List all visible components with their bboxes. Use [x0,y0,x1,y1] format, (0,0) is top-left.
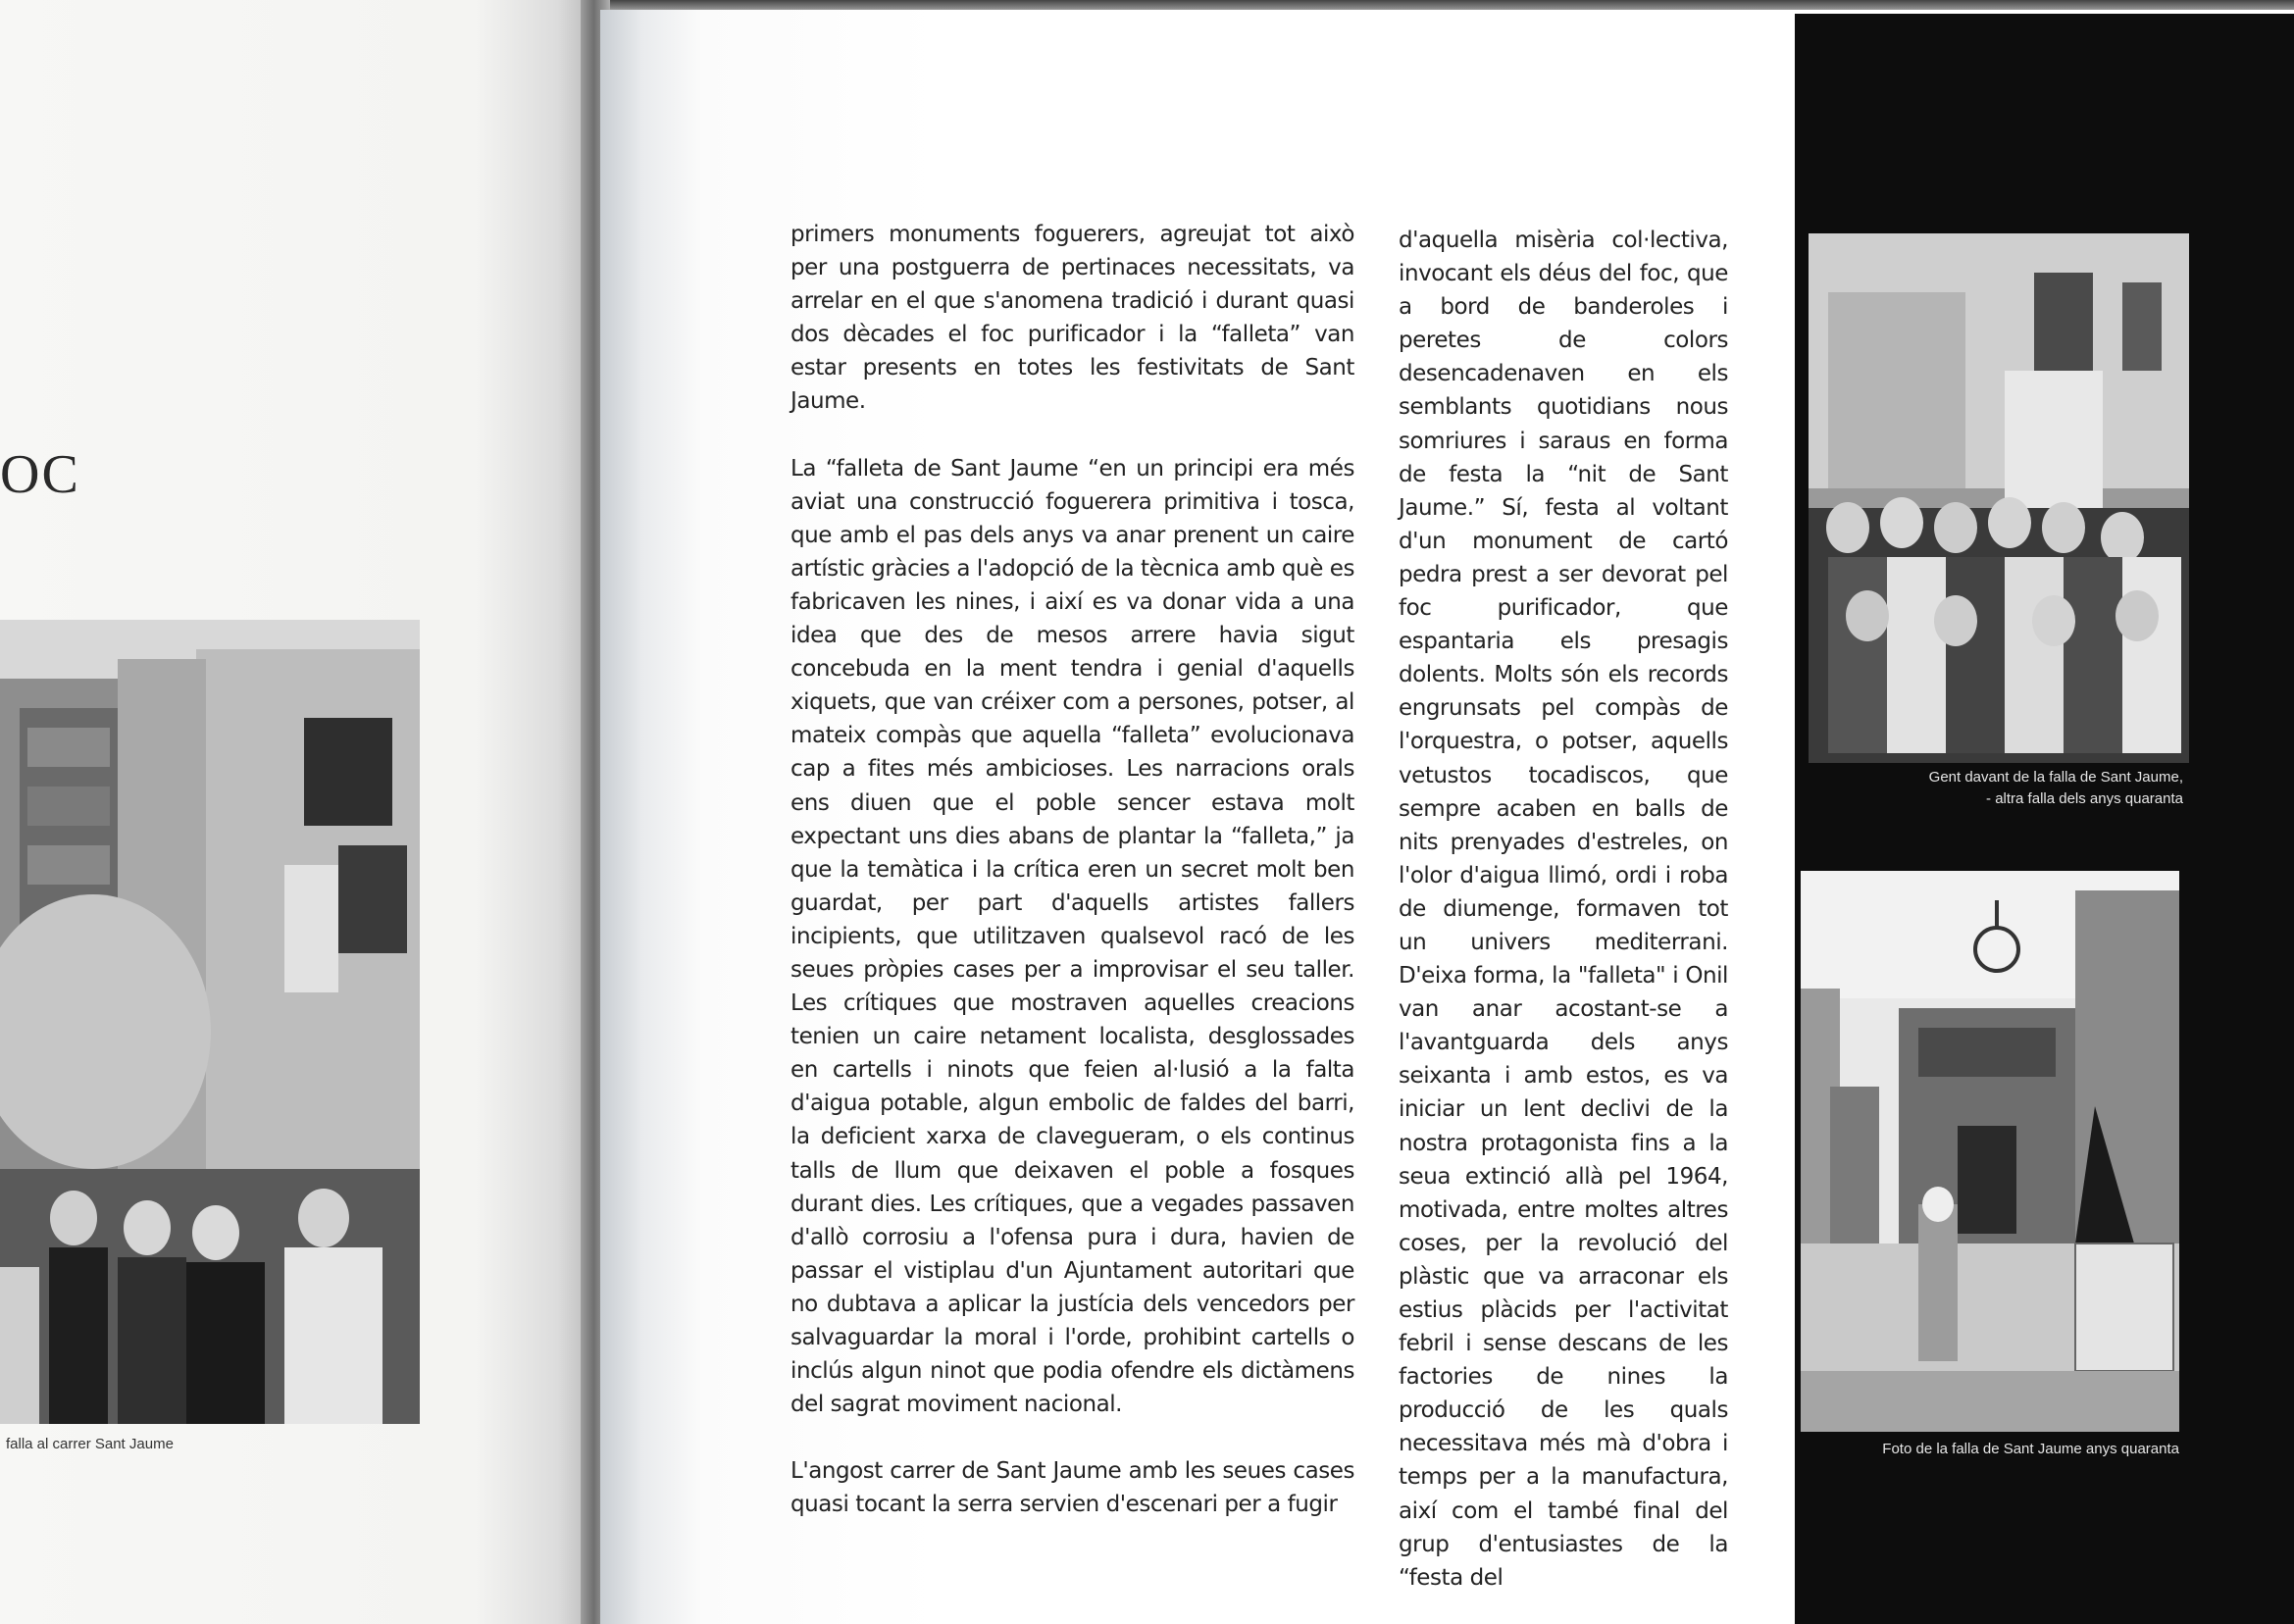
group-photo-top-graphic [1809,233,2189,763]
falla-street-photo [0,620,420,1424]
falla-monument-photo-bottom [1801,871,2179,1432]
paragraph: d'aquella misèria col·lectiva, invocant els déus del foc, que a bord de banderoles i peretes de colors desencadenaven en els semblants quotidians nous somriures i saraus en forma de festa la “nit de Sant Jaume.” Sí, festa al voltant d'un monument de cartó pedra prest a ser devorat pel foc purificador, que espantaria els presagis dolents. Molts són els records engrunsats pel compàs de l'orquestra, o potser, aquells vetustos tocadiscos, que sempre acaben en balls de nits prenyades d'estreles, on l'olor d'aigua llimó, ordi i roba de diumenge, formaven tot un univers mediterrani. D'eixa forma, la "falleta" i Onil van anar acostant-se a l'avantguarda dels anys seixanta i amb estos, es va iniciar un lent declivi de la nostra protagonista fins a la seua extinció allà pel 1964, motivada, entre moltes altres coses, per la revolució del plàstic que va arraconar els estius plàcids per l'activitat febril i sense descans de les factories de nines la producció de les quals necessitava més mà d'obra i temps per a la manufactura, així com el també final del grup d'entusiastes de la “festa del [1399,228,1728,1591]
bottom-photo-caption: Foto de la falla de Sant Jaume anys quaranta [1882,1441,2179,1457]
chapter-heading-fragment: OC [0,444,80,505]
top-photo-caption-line-1: Gent davant de la falla de Sant Jaume, [1928,769,2183,786]
top-photo-caption-line-2: - altra falla dels anys quaranta [1986,790,2183,807]
falla-street-photo-graphic [0,620,420,1424]
paragraph: L'angost carrer de Sant Jaume amb les seues cases quasi tocant la serra servien d'escenari per a fugir [790,1458,1354,1518]
group-photo-top [1809,233,2189,763]
paragraph: primers monuments foguerers, agreujat tot això per una postguerra de pertinaces necessitats, va arrelar en el que s'anomena tradició i durant quasi dos dècades el foc purificador i la “falleta” van estar presents en totes les festivitats de Sant Jaume. [790,222,1354,415]
top-photo-caption [1824,767,2183,810]
text-column-1 [790,218,1354,1521]
falla-monument-photo-bottom-graphic [1801,871,2179,1432]
paragraph: La “falleta de Sant Jaume “en un principi era més aviat una construcció foguerera primitiva i tosca, que amb el pas dels anys va anar prenent un caire artístic gràcies a l'adopció de la tècnica amb què es fabricaven les nines, i així es va donar vida a una idea que des de mesos arrere havia sigut concebuda en la ment tendra i genial d'aquells xiquets, que van créixer com a persones, potser, al mateix compàs que aquella “falleta” evolucionava cap a fites més ambicioses. Les narracions orals ens diuen que el poble sencer estava molt expectant uns dies abans de plantar la “falleta,” ja que la temàtica i la crítica eren un secret molt ben guardat, per part d'aquells artistes fallers incipients, que utilitzaven qualsevol racó de les seues pròpies cases per a improvisar el seu taller. Les crítiques que mostraven aquelles creacions tenien un caire netament localista, desglossades en cartells i ninots que feien al·lusió a la falta d'aigua potable, algun embolic de faldes del barri, la deficient xarxa de clavegueram, o els continus talls de llum que deixaven el poble a fosques durant dies. Les crítiques, que a vegades passaven d'allò corrosiu a l'ofensa pura i dura, havien de passar el vistiplau d'un Ajuntament autoritari que no dubtava a aplicar la justícia dels vencedors per salvaguardar la moral i l'orde, prohibint cartells o inclús algun ninot que podia ofendre els dictàmens del sagrat moviment nacional. [790,455,1354,1418]
text-column-2 [1399,224,1728,1595]
left-photo-caption: falla al carrer Sant Jaume [6,1436,174,1452]
